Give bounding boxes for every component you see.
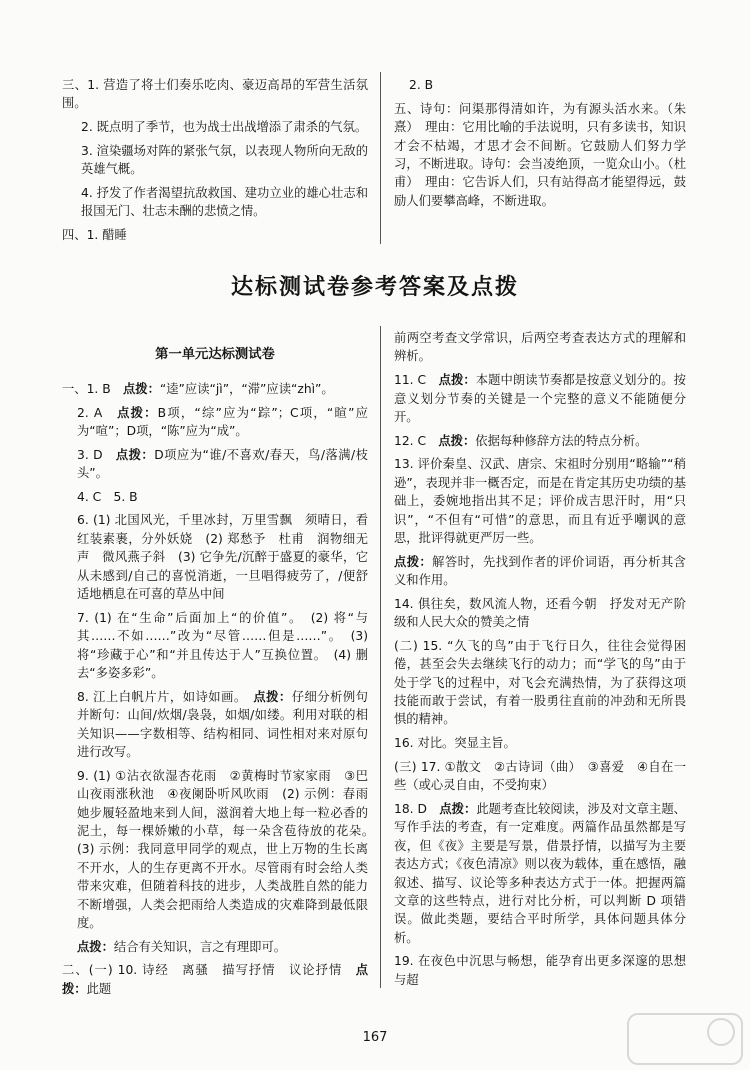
hint-keyword: 点拨：: [438, 373, 476, 388]
answer-item: [394, 553, 686, 590]
column-divider-top: [380, 72, 381, 244]
answer-5: 五、诗句：问渠那得清如许，为有源头活水来。（朱熹） 理由：它用比喻的手法说明，只有多读书，知识才会不枯竭，才思才会不间断。它鼓励人们努力学习，不断进取。诗句：会当凌绝顶，一览众山小。（杜甫） 理由：它告诉人们，只有站得高才能望得远，鼓励人们要攀高峰，不断进取。: [394, 101, 686, 208]
hint-keyword: 点拨：: [122, 382, 160, 396]
answer-text: 结合有关知识，言之有理即可。: [113, 939, 287, 954]
hint-keyword: 点拨：: [77, 939, 114, 954]
answer-text: 解答时，先找到作者的评价词语，再分析其含义和作用。: [394, 554, 686, 587]
right-answer-list: [394, 329, 686, 995]
answer-item: [394, 800, 686, 948]
section-subheading: 第一单元达标测试卷: [155, 347, 275, 362]
hint-keyword: 点拨：: [117, 405, 158, 420]
answer-prefix: 二、(一) 10. 诗经 离骚 描写抒情 议论抒情: [62, 963, 356, 978]
answer-text: 本题中朗读节奏都是按意义划分的。按意义划分节奏的关键是一个完整的意义不能随便分开。: [394, 373, 686, 424]
hint-keyword: 点拨：: [438, 433, 476, 448]
answer-text: 6. (1) 北国风光，千里冰封，万里雪飘 须晴日，看红装素裹，分外妖娆 (2) 郑愁予 杜甫 润物细无声 微风燕子斜 (3) 它争先/沉醉于盛夏的豪华，它从未感到/自己的喜悦消逝，一旦唱得疲劳了，/便舒适地栖息在可喜的草丛中间: [77, 513, 368, 602]
answer-text: 此题: [86, 981, 112, 996]
watermark-logo: [626, 1012, 744, 1066]
answer-text: (二) 15. “久飞的鸟”由于飞行日久，往往会觉得困倦，甚至会失去继续飞行的动力；而“学飞的鸟”由于处于学飞的过程中，对飞会充满热情，为了获得这项技能而敢于尝试，有着一股勇往直前的冲劲和无所畏惧的精神。: [394, 638, 686, 727]
answer-text: 14. 俱往矣，数风流人物，还看今朝 抒发对无产阶级和人民大众的赞美之情: [394, 596, 686, 630]
answer-item: [62, 938, 368, 956]
answer-prefix: 一、1. B: [62, 382, 123, 396]
hint-keyword: 点拨：: [62, 963, 368, 996]
answer-item: [394, 952, 686, 989]
left-answer-list: [62, 380, 381, 1003]
answer-text: 13. 评价秦皇、汉武、唐宗、宋祖时分别用“略输”“稍逊”，表现并非一概否定，而是在肯定其历史功绩的基础上，委婉地指出其不足；评价成吉思汗时，用“只识”，“不但有“可惜”的意思，而且有近乎嘲讽的意思，批评得就更严厉一些。: [394, 457, 686, 545]
top-left-column: [62, 76, 368, 249]
answer-item: [62, 688, 368, 762]
answer-item: [62, 767, 381, 933]
answer-4-2: 2. B: [409, 78, 434, 92]
answer-text: “逵”应读“jì”，“滞”应读“zhì”。: [159, 382, 334, 396]
answer-item: [62, 446, 368, 483]
hint-keyword: 点拨：: [394, 554, 433, 569]
answer-text: 此题考查比较阅读，涉及对文章主题、写作手法的考查，有一定难度。两篇作品虽然都是写夜，但《夜》主要是写景，借景抒情，以描写为主要表达方式；《夜色清凉》则以夜为载体，重在感悟，融叙述、描写、议论等多种表达方式于一体。把握两篇文章的这些特点，进行对比分析，可以判断 D 项错误。做此类题，要结合平时所学，具体问题具体分析。: [394, 801, 686, 945]
page-number: 167: [362, 1030, 388, 1045]
answer-text: 19. 在夜色中沉思与畅想，能孕育出更多深邃的思想与超: [394, 954, 686, 987]
answer-item: [394, 637, 686, 729]
answer-text: 9. (1) ①沾衣欲湿杏花雨 ②黄梅时节家家雨 ③巴山夜雨涨秋池 ④夜阑卧听风吹雨 (2) 示例：春雨 她步履轻盈地来到人间，滋润着大地上每一粒必香的泥土，每一棵娇嫩的小草，每一朵含苞待放的花朵。 (3) 示例：我同意甲同学的观点，世上万物的生长离不开水，人的生存更离不开水。尽管雨有时会给人类带来灾难，但随着科技的进步，人类战胜自然的能力不断增强，人类会把雨给人类造成的灾难降到最低限度。: [77, 768, 381, 931]
hint-keyword: 点拨：: [253, 689, 292, 704]
answer-item: [62, 488, 368, 506]
answer-prefix: 11. C: [394, 373, 439, 388]
answer-item: [394, 455, 686, 547]
answer-text: 7. (1) 在“生命”后面加上“的价值”。 (2) 将“与其……不如……”改为“尽管……但是……”。 (3) 将“珍藏于心”和“并且传达于人”互换位置。 (4) 删去“多姿多彩”。: [77, 610, 368, 681]
answer-prefix: 3. D: [77, 447, 116, 462]
hint-keyword: 点拨：: [115, 447, 155, 462]
answer-item: [62, 609, 368, 683]
answer-prefix: 8. 江上白帆片片，如诗如画。: [77, 689, 254, 704]
answer-text: 依据每种修辞方法的特点分析。: [475, 433, 648, 448]
answer-text: B项，“综”应为“踪”；C项，“暄”应为“喧”；D项，“陈”应为“成”。: [77, 405, 368, 439]
answer-item: [394, 734, 686, 752]
answer-3-2: 2. 既点明了季节，也为战士出战增添了肃杀的气氛。: [81, 120, 368, 135]
page-heading: 达标测试卷参考答案及点拨: [230, 274, 519, 300]
answer-text: 仔细分析例句并断句：山间/炊烟/袅袅，如烟/如缕。利用对联的相关知识——字数相等、结构相同、词性相对来对原句进行改写。: [77, 689, 368, 759]
answer-item: [62, 961, 368, 998]
answer-item: [394, 432, 686, 450]
answer-3-4: 4. 抒发了作者渴望抗敌救国、建功立业的雄心壮志和报国无门、壮志未酬的悲愤之情。: [81, 185, 368, 219]
answer-prefix: 12. C: [394, 433, 439, 448]
answer-text: (三) 17. ①散文 ②古诗词（曲） ③喜爱 ④自在一些（或心灵自由，不受拘束）: [394, 759, 686, 793]
answer-3-3: 3. 渲染疆场对阵的紧张气氛，以表现人物所向无敌的英雄气概。: [81, 143, 368, 177]
answer-item: [394, 595, 686, 632]
answer-3-1: 三、1. 营造了将士们奏乐吃肉、豪迈高昂的军营生活氛围。: [62, 78, 368, 111]
answer-item: [62, 404, 368, 441]
answer-prefix: 2. A: [77, 405, 118, 420]
column-divider-bottom: [380, 326, 381, 988]
answer-item: [62, 511, 368, 603]
answer-item: [394, 371, 686, 426]
answer-text: 16. 对比。突显主旨。: [394, 736, 516, 751]
answer-item: [394, 329, 686, 366]
answer-text: 前两空考查文学常识，后两空考查表达方式的理解和辨析。: [394, 331, 686, 364]
answer-item: [394, 758, 686, 795]
hint-keyword: 点拨：: [439, 801, 477, 816]
top-right-column: [394, 76, 686, 215]
answer-4-1: 四、1. 醋睡: [62, 227, 127, 242]
answer-prefix: 4. C 5. B: [77, 489, 138, 504]
answer-prefix: 18. D: [394, 801, 440, 816]
answer-text: D项应为“谁/不喜欢/春天，鸟/落满/枝头”。: [77, 447, 368, 481]
answer-item: [62, 380, 368, 398]
